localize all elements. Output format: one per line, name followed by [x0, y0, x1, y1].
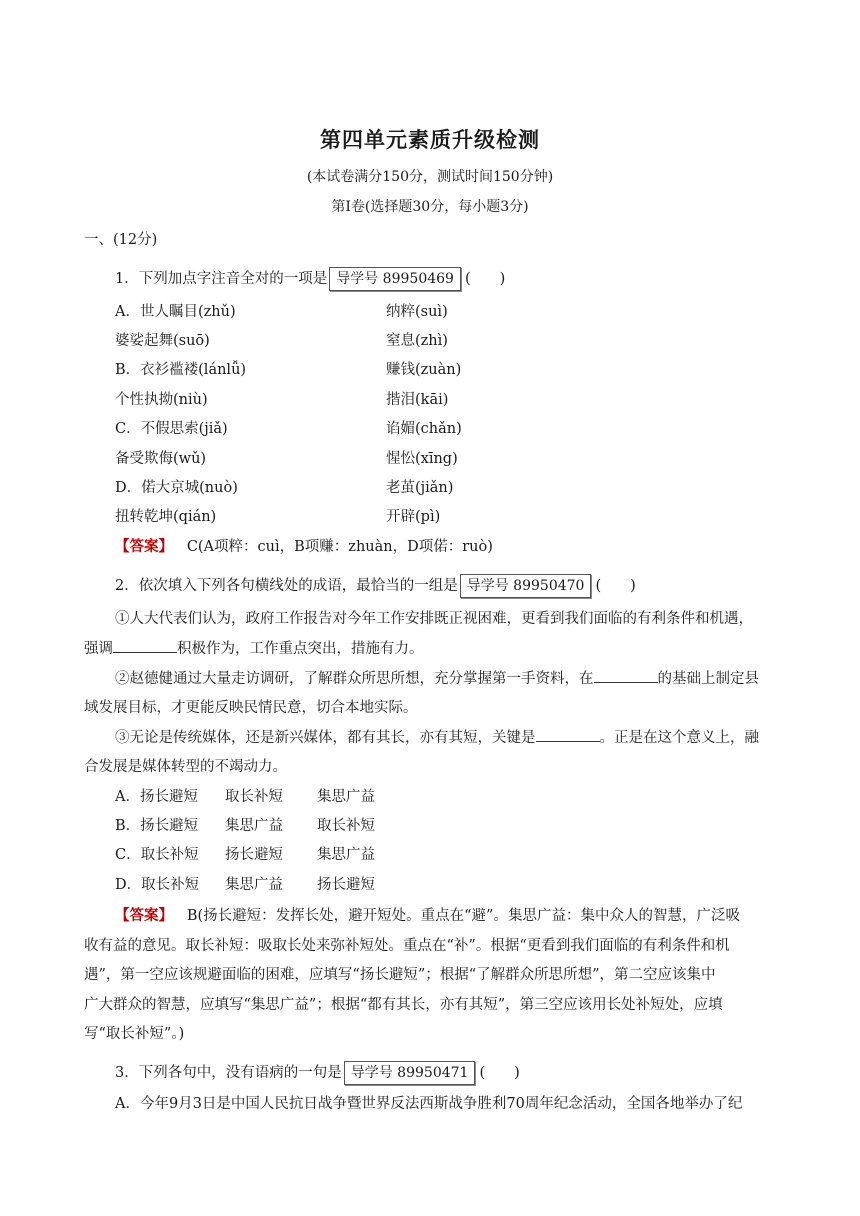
- choice-text: 集思广益: [225, 877, 283, 893]
- sentence-2-line-2: 域发展目标，才更能反映民情民意，切合本地实际。: [84, 700, 418, 716]
- part-label: 一、(12分): [84, 232, 158, 248]
- option-text: 谄媚(chǎn): [386, 421, 462, 437]
- sentence-text: 积极作为，工作重点突出，措施有力。: [177, 641, 424, 657]
- option-text: 扭转乾坤(qián): [115, 509, 217, 525]
- sentence-2-line-1: [115, 667, 759, 688]
- answer-line: [115, 535, 493, 556]
- question-1-stem: [115, 267, 505, 291]
- answer-text: B(扬长避短：发挥长处，避开短处。重点在“避”。集思广益：集中众人的智慧，广泛吸: [186, 908, 740, 924]
- sentence-3-line-2: 合发展是媒体转型的不竭动力。: [84, 759, 287, 775]
- answer-text: 广大群众的智慧，应填写“集思广益”；根据“都有其长，亦有其短”，第三空应该用长处补短处，应填: [84, 997, 723, 1013]
- answer-text: 写“取长补短”。): [84, 1026, 185, 1042]
- choice-text: A．扬长避短: [115, 789, 198, 805]
- answer-text: 遇”，第一空应该规避面临的困难，应填写“扬长避短”；根据“了解群众所思所想”，第二空应该集中: [84, 967, 716, 983]
- page-title: 第四单元素质升级检测: [320, 127, 540, 152]
- sentence-text: ③无论是传统媒体，还是新兴媒体，都有其长，亦有其短，关键是: [115, 730, 536, 746]
- question-text: 2．依次填入下列各句横线处的成语，最恰当的一组是: [115, 578, 458, 594]
- choice-text: B．扬长避短: [115, 818, 199, 834]
- choice-text: 集思广益: [317, 789, 375, 805]
- choice-text: D．取长补短: [115, 877, 200, 893]
- answer-tag: 【答案】: [115, 538, 173, 555]
- choice-option-b: [115, 814, 409, 835]
- choice-text: 集思广益: [317, 847, 375, 863]
- guide-number-box[interactable]: 导学号 89950471: [344, 1061, 476, 1085]
- sentence-1-line-1: ①人大代表们认为，政府工作报告对今年工作安排既正视困难，更看到我们面临的有利条件和机遇，: [115, 611, 753, 627]
- sentence-text: 的基础上制定县: [657, 671, 759, 687]
- option-text: B．衣衫褴褛(lánlǚ): [115, 362, 247, 378]
- answer-paren: ( ): [464, 271, 506, 287]
- option-text: 窒息(zhì): [386, 333, 448, 349]
- option-text: 惺忪(xīng): [386, 451, 458, 467]
- option-text: 赚钱(zuàn): [386, 362, 462, 378]
- answer-line: [115, 904, 740, 925]
- option-text: 个性执拗(niù): [115, 392, 208, 408]
- choice-option-a: [115, 785, 409, 806]
- sentence-1-line-2: [84, 637, 424, 658]
- guide-number-box[interactable]: 导学号 89950470: [460, 574, 592, 598]
- answer-paren: ( ): [479, 1065, 520, 1081]
- sentence-3-line-1: [115, 726, 759, 747]
- option-text: C．不假思索(jiǎ): [115, 421, 228, 437]
- answer-tag: 【答案】: [115, 907, 173, 924]
- choice-option-d: [115, 873, 409, 894]
- sentence-text: ②赵德健通过大量走访调研，了解群众所思所想，充分掌握第一手资料，在: [115, 671, 594, 687]
- exam-info: (本试卷满分150分，测试时间150分钟): [306, 169, 554, 185]
- choice-text: 取长补短: [317, 818, 375, 834]
- answer-text: C(A项粹：cuì，B项赚：zhuàn，D项偌：ruò): [186, 539, 493, 555]
- sentence-text: 强调: [84, 641, 113, 657]
- option-text: D．偌大京城(nuò): [115, 480, 238, 496]
- option-text: 开辟(pì): [386, 509, 441, 525]
- choice-text: 集思广益: [225, 818, 283, 834]
- answer-text: 收有益的意见。取长补短：吸取长处来弥补短处。重点在“补”。根据“更看到我们面临的有利条件和机: [84, 938, 730, 954]
- fill-blank: [594, 668, 658, 683]
- question-text: 3．下列各句中，没有语病的一句是: [115, 1065, 342, 1081]
- answer-paren: ( ): [595, 578, 636, 594]
- option-text: 备受欺侮(wǔ): [115, 451, 207, 467]
- fill-blank: [536, 727, 600, 742]
- option-text: A．今年9月3日是中国人民抗日战争暨世界反法西斯战争胜利70周年纪念活动，全国各地举办了纪: [115, 1096, 743, 1112]
- option-text: 婆娑起舞(suō): [115, 333, 210, 349]
- choice-text: 扬长避短: [317, 877, 375, 893]
- option-text: 揩泪(kāi): [386, 392, 449, 408]
- choice-option-c: [115, 843, 409, 864]
- question-text: 1．下列加点字注音全对的一项是: [115, 271, 328, 287]
- choice-text: C．取长补短: [115, 847, 199, 863]
- option-text: 纳粹(suì): [386, 304, 448, 320]
- fill-blank: [113, 638, 177, 653]
- question-3-stem: [115, 1061, 520, 1085]
- question-2-stem: [115, 574, 636, 598]
- section-heading: 第Ⅰ卷(选择题30分，每小题3分): [331, 199, 529, 215]
- option-text: 老茧(jiǎn): [386, 480, 454, 496]
- guide-number-box[interactable]: 导学号 89950469: [329, 267, 461, 291]
- sentence-text: 。正是在这个意义上，融: [599, 730, 759, 746]
- option-text: A．世人瞩目(zhǔ): [115, 304, 236, 320]
- choice-text: 取长补短: [225, 789, 283, 805]
- choice-text: 扬长避短: [225, 847, 283, 863]
